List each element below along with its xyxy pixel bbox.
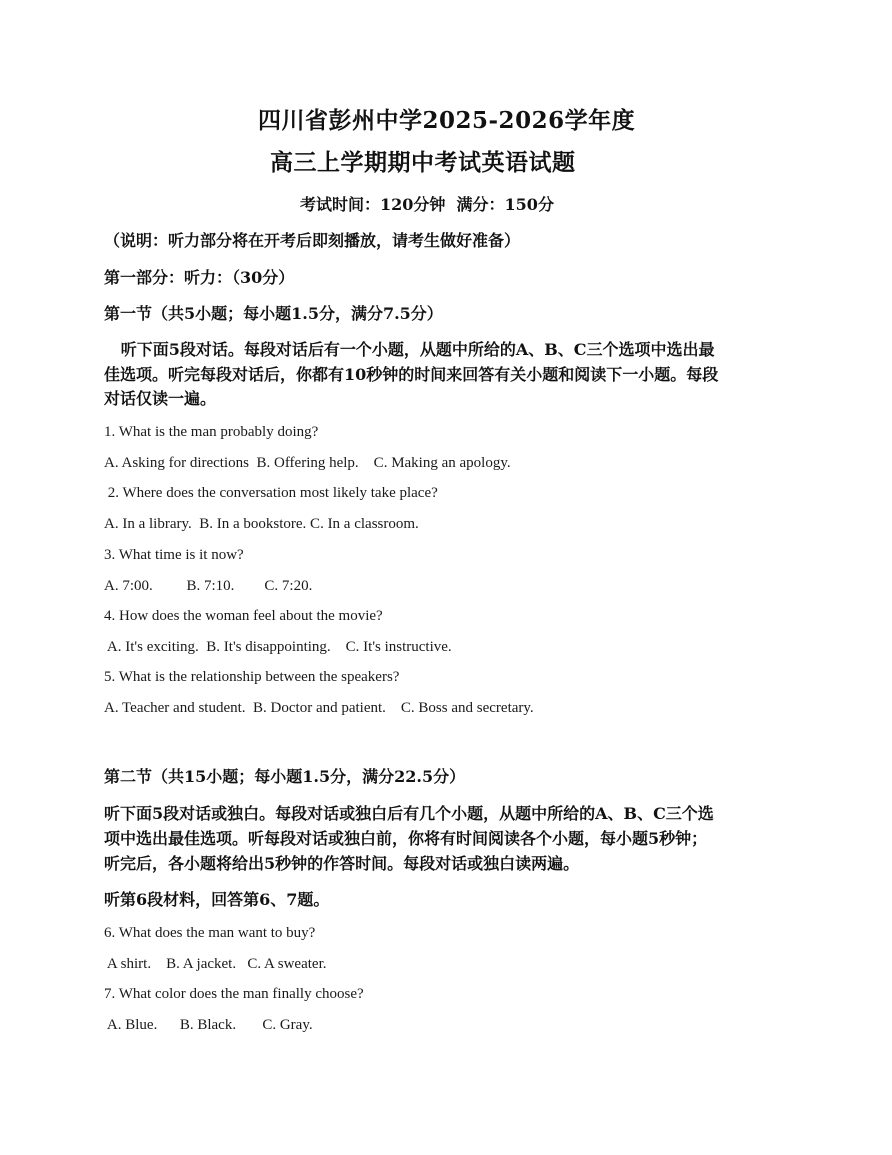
section-two-instruction-line-1: 听下面5段对话或独白。每段对话或独白后有几个小题，从题中所给的A、B、C三个选 xyxy=(104,804,714,823)
exam-info: 考试时间：120分钟 满分：150分 xyxy=(300,195,554,214)
question-2: 2. Where does the conversation most likely take place? xyxy=(104,485,438,501)
question-1: 1. What is the man probably doing? xyxy=(104,424,319,440)
question-6-options: A shirt. B. A jacket. C. A sweater. xyxy=(104,956,327,972)
question-5: 5. What is the relationship between the speakers? xyxy=(104,669,400,685)
part-one-heading: 第一部分：听力：（30分） xyxy=(104,268,295,287)
section-two-instruction-line-2: 项中选出最佳选项。听每段对话或独白前，你将有时间阅读各个小题，每小题5秒钟； xyxy=(104,829,708,848)
question-7: 7. What color does the man finally choose? xyxy=(104,986,364,1002)
question-3-options: A. 7:00. B. 7:10. C. 7:20. xyxy=(104,578,313,594)
material-6-heading: 听第6段材料，回答第6、7题。 xyxy=(104,890,330,909)
question-4-options: A. It's exciting. B. It's disappointing. C. It's instructive. xyxy=(104,639,452,655)
question-6: 6. What does the man want to buy? xyxy=(104,925,316,941)
school-title: 四川省彭州中学2025-2026学年度 xyxy=(258,107,636,134)
listening-note: （说明：听力部分将在开考后即刻播放，请考生做好准备） xyxy=(104,231,521,250)
question-3: 3. What time is it now? xyxy=(104,547,244,563)
question-4: 4. How does the woman feel about the movie? xyxy=(104,608,383,624)
section-two-heading: 第二节（共15小题；每小题1.5分，满分22.5分） xyxy=(104,767,466,786)
section-one-instruction-line-1: 听下面5段对话。每段对话后有一个小题，从题中所给的A、B、C三个选项中选出最 xyxy=(104,340,715,359)
section-two-instruction-line-3: 听完后，各小题将给出5秒钟的作答时间。每段对话或独白读两遍。 xyxy=(104,854,580,873)
question-7-options: A. Blue. B. Black. C. Gray. xyxy=(104,1017,313,1033)
question-1-options: A. Asking for directions B. Offering help. C. Making an apology. xyxy=(104,455,511,471)
exam-title: 高三上学期期中考试英语试题 xyxy=(270,149,576,176)
section-one-instruction-line-3: 对话仅读一遍。 xyxy=(104,389,217,408)
question-2-options: A. In a library. B. In a bookstore. C. In a classroom. xyxy=(104,516,419,532)
section-one-heading: 第一节（共5小题；每小题1.5分，满分7.5分） xyxy=(104,304,443,323)
section-one-instruction-line-2: 佳选项。听完每段对话后，你都有10秒钟的时间来回答有关小题和阅读下一小题。每段 xyxy=(104,365,719,384)
question-5-options: A. Teacher and student. B. Doctor and patient. C. Boss and secretary. xyxy=(104,700,534,716)
